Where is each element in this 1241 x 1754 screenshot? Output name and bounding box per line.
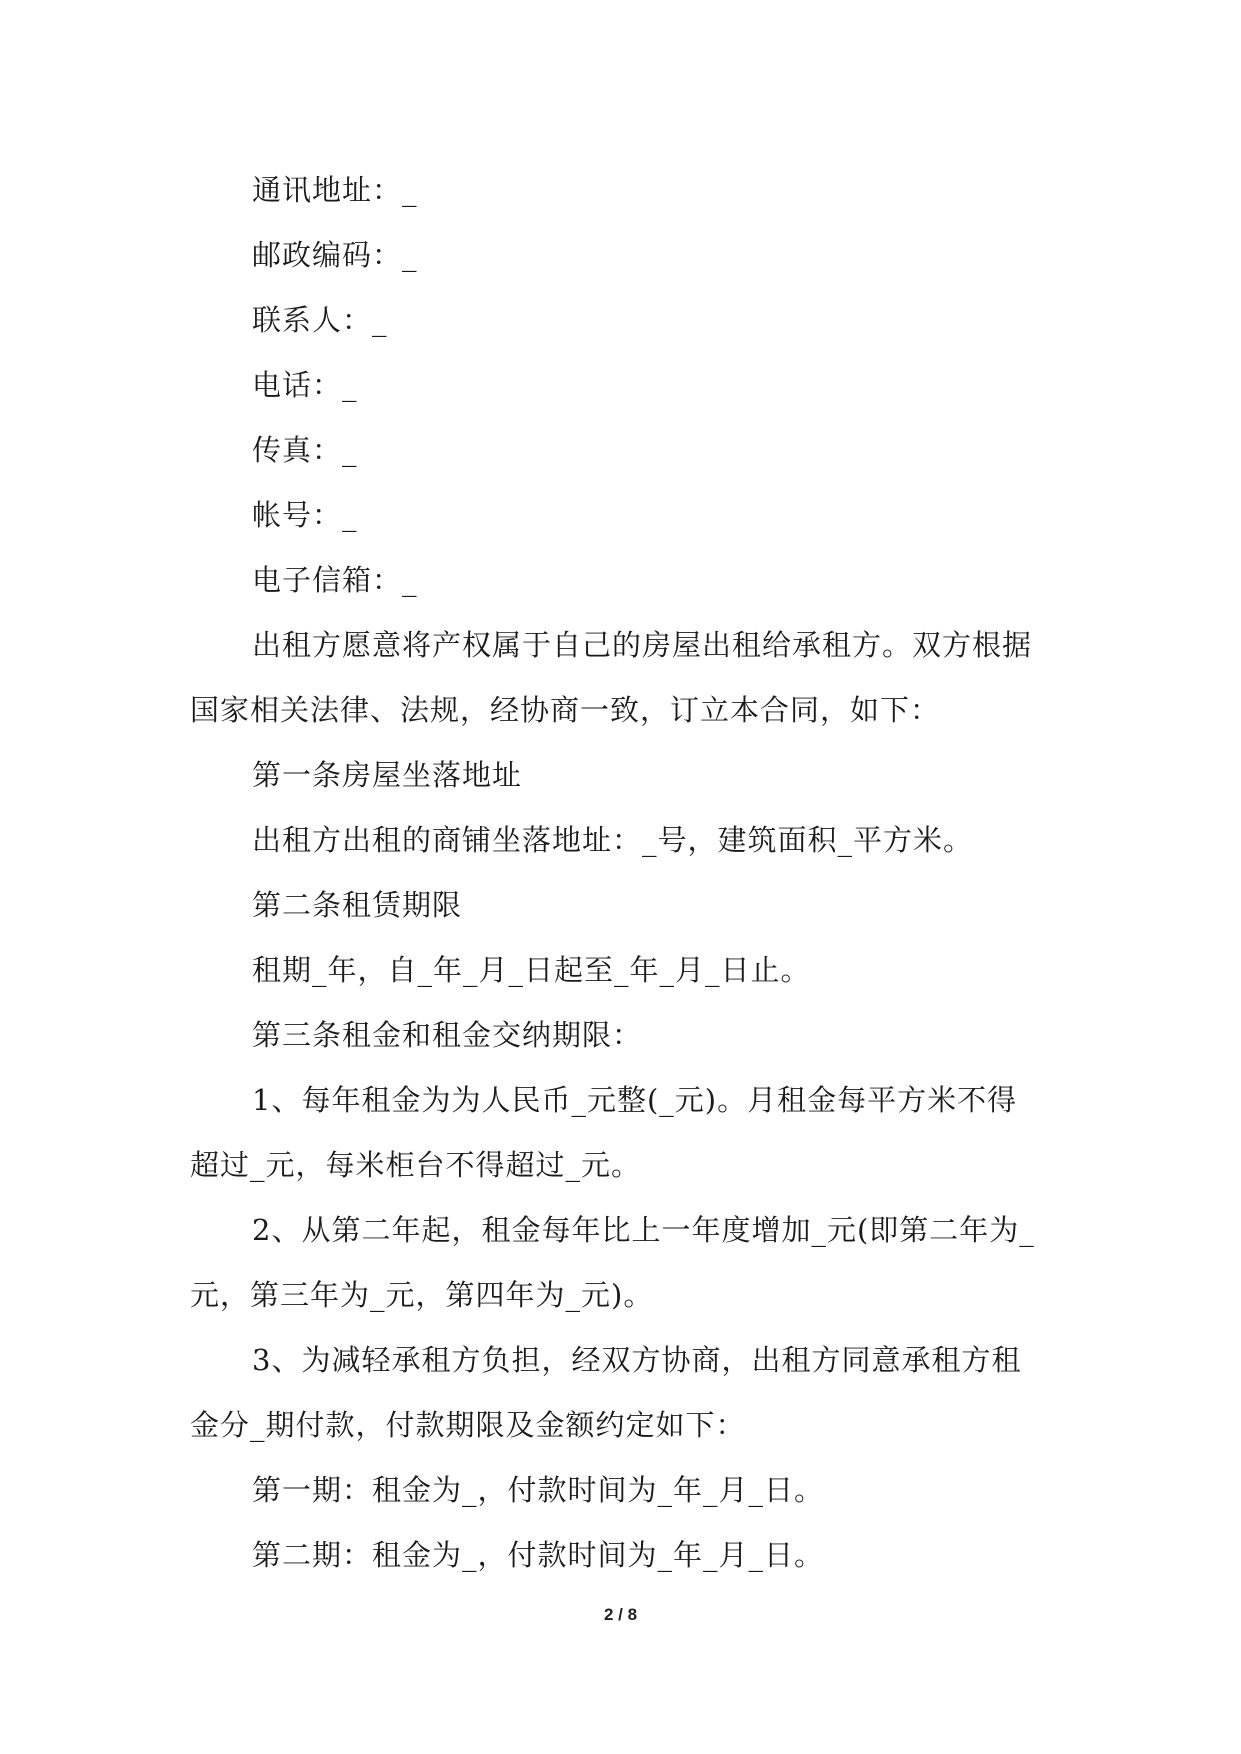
document-body bbox=[190, 158, 1056, 1588]
clause-1-line-1: 1、每年租金为为人民币_元整(_元)。月租金每平方米不得 bbox=[252, 1083, 1018, 1117]
clause-2-line-1: 2、从第二年起，租金每年比上一年度增加_元(即第二年为_ bbox=[252, 1213, 1035, 1247]
page-number: 2 / 8 bbox=[603, 1605, 638, 1624]
article-3-heading: 第三条租金和租金交纳期限： bbox=[252, 1018, 643, 1052]
article-2-heading: 第二条租赁期限 bbox=[252, 888, 463, 922]
phone-field: 电话：_ bbox=[252, 368, 358, 402]
clause-2-line-2: 元，第三年为_元，第四年为_元)。 bbox=[190, 1278, 654, 1312]
article-2-text: 租期_年，自_年_月_日起至_年_月_日止。 bbox=[252, 953, 811, 987]
clause-3-line-1: 3、为减轻承租方负担，经双方协商，出租方同意承租方租 bbox=[252, 1343, 1022, 1377]
account-field: 帐号：_ bbox=[252, 498, 358, 532]
address-field: 通讯地址：_ bbox=[252, 173, 418, 207]
clause-1-line-2: 超过_元，每米柜台不得超过_元。 bbox=[190, 1148, 642, 1182]
fax-field: 传真：_ bbox=[252, 433, 358, 467]
email-field: 电子信箱：_ bbox=[252, 563, 418, 597]
article-1-heading: 第一条房屋坐落地址 bbox=[252, 758, 523, 792]
postal-code-field: 邮政编码：_ bbox=[252, 238, 418, 272]
contact-person-field: 联系人：_ bbox=[252, 303, 388, 337]
intro-paragraph-line-1: 出租方愿意将产权属于自己的房屋出租给承租方。双方根据 bbox=[252, 628, 1033, 662]
installment-1: 第一期：租金为_，付款时间为_年_月_日。 bbox=[252, 1473, 825, 1507]
installment-2: 第二期：租金为_，付款时间为_年_月_日。 bbox=[252, 1538, 825, 1572]
intro-paragraph-line-2: 国家相关法律、法规，经协商一致，订立本合同，如下： bbox=[190, 693, 941, 727]
clause-3-line-2: 金分_期付款，付款期限及金额约定如下： bbox=[190, 1408, 746, 1442]
article-1-text: 出租方出租的商铺坐落地址：_号，建筑面积_平方米。 bbox=[252, 823, 974, 857]
